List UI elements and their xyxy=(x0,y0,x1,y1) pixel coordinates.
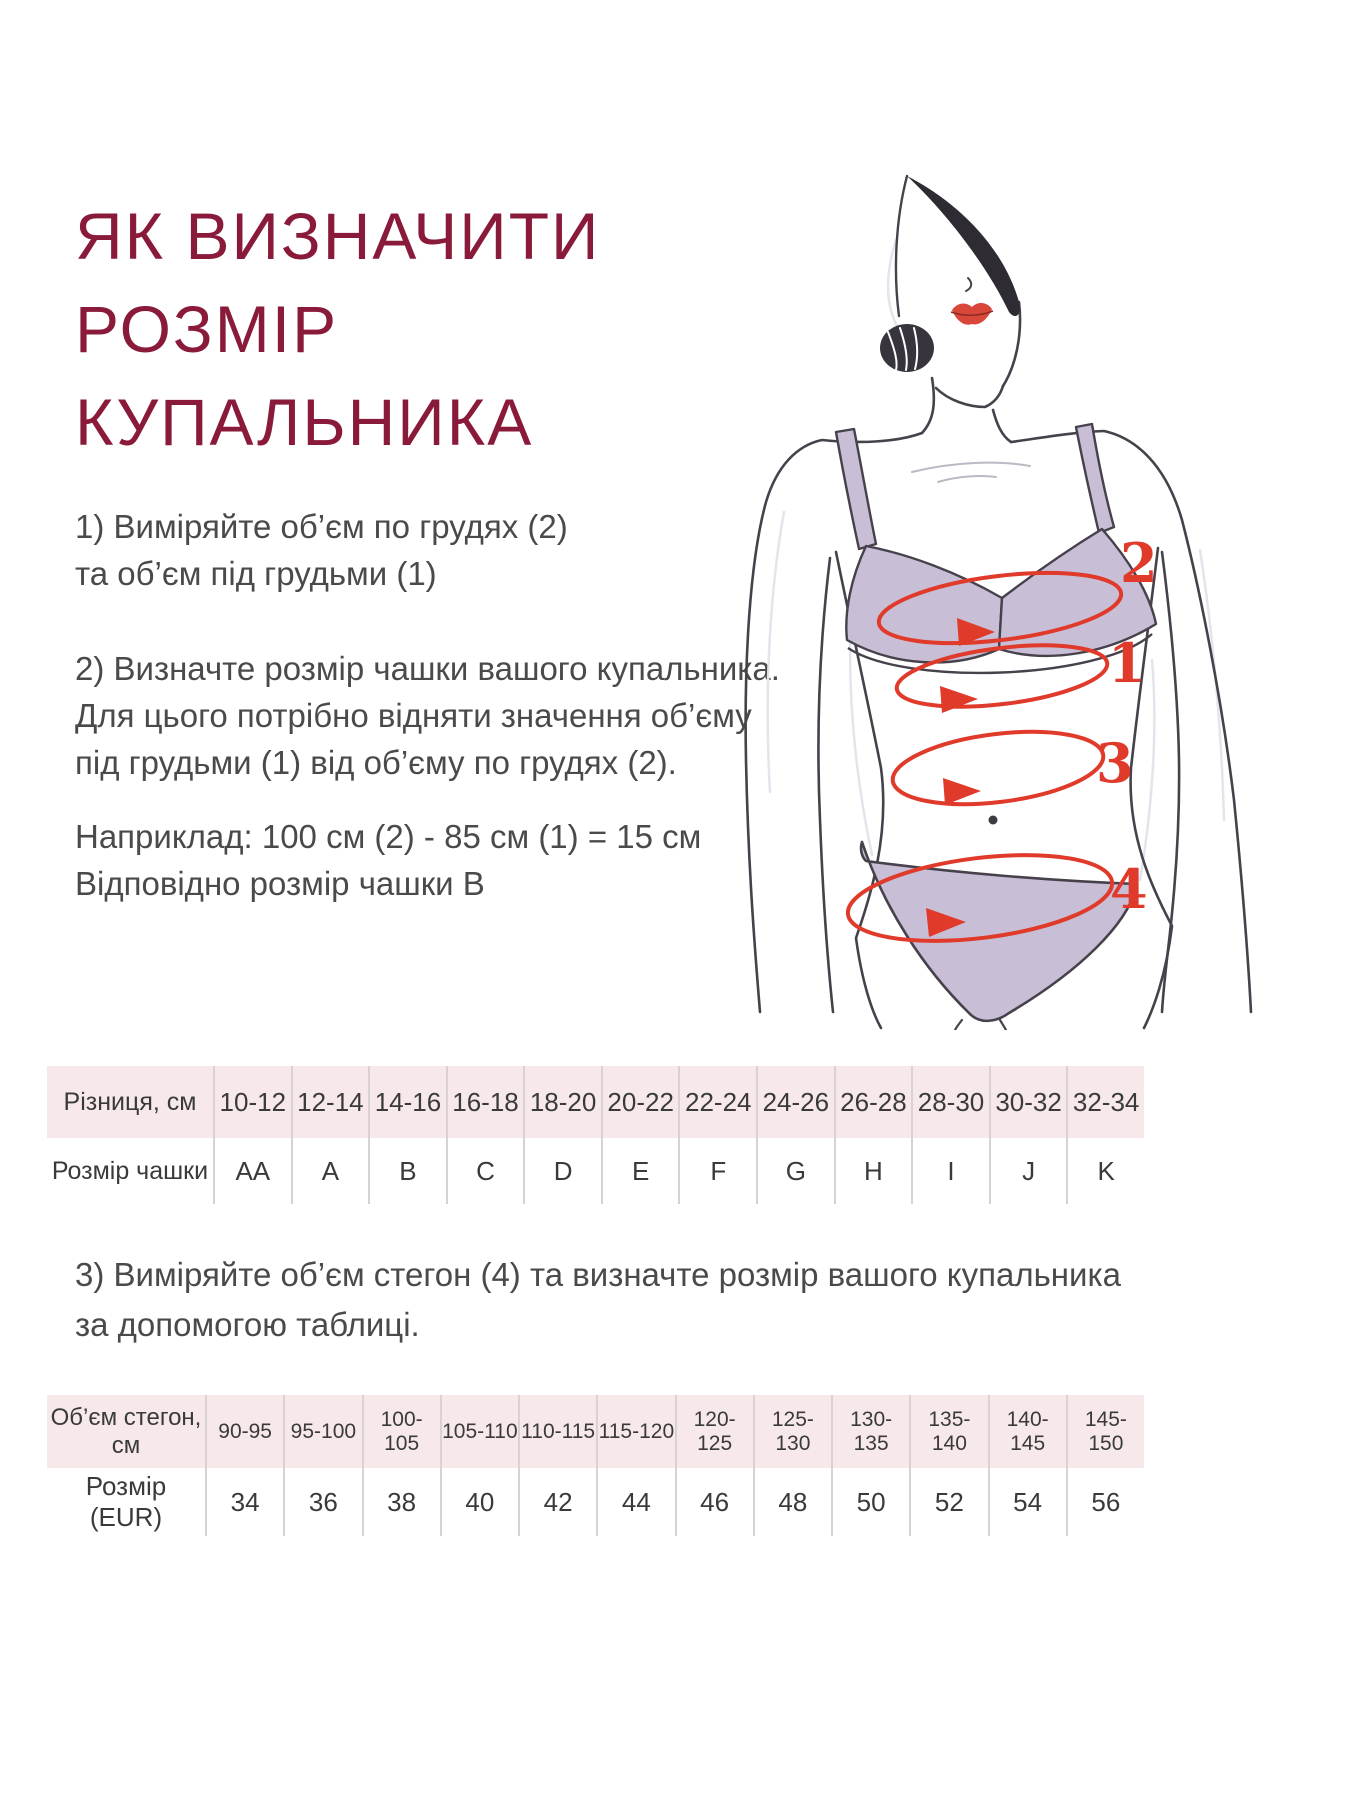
cup-table-diff-cell: 22-24 xyxy=(678,1066,756,1138)
cup-table-cup-cell: K xyxy=(1066,1138,1144,1204)
cup-table-cup-cell: B xyxy=(368,1138,446,1204)
cup-table-values-label: Розмір чашки xyxy=(51,1156,209,1185)
cup-table-cup-cell: C xyxy=(446,1138,524,1204)
collarbone-lines xyxy=(912,463,1030,482)
cup-table-cup-cell: AA xyxy=(213,1138,291,1204)
size-table-eur-cell: 46 xyxy=(675,1468,753,1536)
size-table-eur-cell: 48 xyxy=(753,1468,831,1536)
step-2-line-3: під грудьми (1) від об’єму по грудях (2). xyxy=(75,744,677,781)
cup-table-diff-cell: 30-32 xyxy=(989,1066,1067,1138)
step-2-text xyxy=(75,645,780,786)
size-table-values-label: Розмір (EUR) xyxy=(85,1471,167,1532)
cup-table-cup-cell: F xyxy=(678,1138,756,1204)
size-table-hips-cell: 115-120 xyxy=(596,1395,674,1468)
step-1-line-2: та об’єм під грудьми (1) xyxy=(75,555,437,592)
size-table-hips-cell: 110-115 xyxy=(518,1395,596,1468)
example-line-2: Відповідно розмір чашки B xyxy=(75,865,485,902)
size-table-eur-cell: 50 xyxy=(831,1468,909,1536)
cup-table-cup-cell: J xyxy=(989,1138,1067,1204)
hair-front-line xyxy=(896,176,907,316)
underbust-arrow-icon xyxy=(940,686,978,713)
lips xyxy=(951,303,993,325)
hips-number-label: 4 xyxy=(1110,857,1148,921)
bra-strap-left xyxy=(836,429,876,549)
size-table-hips-cell: 95-100 xyxy=(283,1395,361,1468)
cup-table-header-row xyxy=(47,1066,1144,1138)
size-table-hips-cell: 140-145 xyxy=(988,1395,1066,1468)
title-line-1: ЯК ВИЗНАЧИТИ xyxy=(75,199,601,273)
woman-measurement-illustration xyxy=(700,120,1350,1030)
step-2-line-2: Для цього потрібно відняти значення об’єму xyxy=(75,697,752,734)
cup-table-diff-cell: 26-28 xyxy=(834,1066,912,1138)
page-title xyxy=(75,190,600,469)
bust-number-label: 2 xyxy=(1120,531,1158,595)
underbust-number-label: 1 xyxy=(1108,631,1146,695)
size-table-hips-cell: 90-95 xyxy=(205,1395,283,1468)
belly-button xyxy=(989,816,998,825)
size-table-values-row xyxy=(47,1468,1144,1536)
cup-table-diff-cell: 16-18 xyxy=(446,1066,524,1138)
cup-table-values-row xyxy=(47,1138,1144,1204)
size-table-eur-cell: 44 xyxy=(596,1468,674,1536)
bra-cup-left xyxy=(846,546,1002,662)
cup-size-table xyxy=(47,1066,1144,1204)
hair-bun xyxy=(880,324,934,372)
size-table-hips-cell: 100-105 xyxy=(362,1395,440,1468)
cup-table-cup-cell: I xyxy=(911,1138,989,1204)
cup-table-cup-cell: E xyxy=(601,1138,679,1204)
size-table-eur-cell: 54 xyxy=(988,1468,1066,1536)
panties xyxy=(861,842,1137,1021)
size-table-eur-cell: 56 xyxy=(1066,1468,1144,1536)
size-table-hips-cell: 135-140 xyxy=(909,1395,987,1468)
size-table-eur-cell: 52 xyxy=(909,1468,987,1536)
cup-table-diff-cell: 24-26 xyxy=(756,1066,834,1138)
size-table-eur-cell: 42 xyxy=(518,1468,596,1536)
cup-table-diff-cell: 28-30 xyxy=(911,1066,989,1138)
cup-table-cup-cell: H xyxy=(834,1138,912,1204)
cup-table-diff-cell: 18-20 xyxy=(523,1066,601,1138)
example-line-1: Наприклад: 100 см (2) - 85 см (1) = 15 см xyxy=(75,818,702,855)
step-1-text xyxy=(75,503,568,597)
step-3-line-2: за допомогою таблиці. xyxy=(75,1306,420,1343)
cup-table-diff-cell: 12-14 xyxy=(291,1066,369,1138)
title-line-2: РОЗМІР xyxy=(75,292,339,366)
step-3-line-1: 3) Виміряйте об’єм стегон (4) та визначте розмір вашого купальника xyxy=(75,1256,1121,1293)
title-line-3: КУПАЛЬНИКА xyxy=(75,385,534,459)
waist-arrow-icon xyxy=(943,778,981,805)
cup-table-diff-cell: 32-34 xyxy=(1066,1066,1144,1138)
cup-table-diff-cell: 14-16 xyxy=(368,1066,446,1138)
size-table-header-row xyxy=(47,1395,1144,1468)
cup-table-cup-cell: A xyxy=(291,1138,369,1204)
eur-size-table xyxy=(47,1395,1144,1536)
figure-illustration xyxy=(700,120,1350,1030)
step-3-text xyxy=(75,1250,1121,1350)
example-text xyxy=(75,813,701,907)
cup-table-diff-cell: 20-22 xyxy=(601,1066,679,1138)
bra-strap-right xyxy=(1076,424,1114,533)
hair-swoosh xyxy=(907,176,1020,316)
step-2-line-1: 2) Визначте розмір чашки вашого купальника. xyxy=(75,650,780,687)
size-table-eur-cell: 36 xyxy=(283,1468,361,1536)
step-1-line-1: 1) Виміряйте об’єм по грудях (2) xyxy=(75,508,568,545)
cup-table-cup-cell: D xyxy=(523,1138,601,1204)
size-table-eur-cell: 40 xyxy=(440,1468,518,1536)
size-table-hips-cell: 120-125 xyxy=(675,1395,753,1468)
waist-number-label: 3 xyxy=(1096,731,1134,795)
cup-table-diff-cell: 10-12 xyxy=(213,1066,291,1138)
cup-table-cup-cell: G xyxy=(756,1138,834,1204)
size-table-eur-cell: 38 xyxy=(362,1468,440,1536)
size-table-eur-cell: 34 xyxy=(205,1468,283,1536)
size-table-header-label: Об’єм стегон, см xyxy=(50,1403,202,1459)
cup-table-header-label: Різниця, см xyxy=(63,1087,197,1116)
size-table-hips-cell: 125-130 xyxy=(753,1395,831,1468)
size-table-hips-cell: 105-110 xyxy=(440,1395,518,1468)
waist-ring xyxy=(889,721,1108,814)
size-table-hips-cell: 130-135 xyxy=(831,1395,909,1468)
size-table-hips-cell: 145-150 xyxy=(1066,1395,1144,1468)
